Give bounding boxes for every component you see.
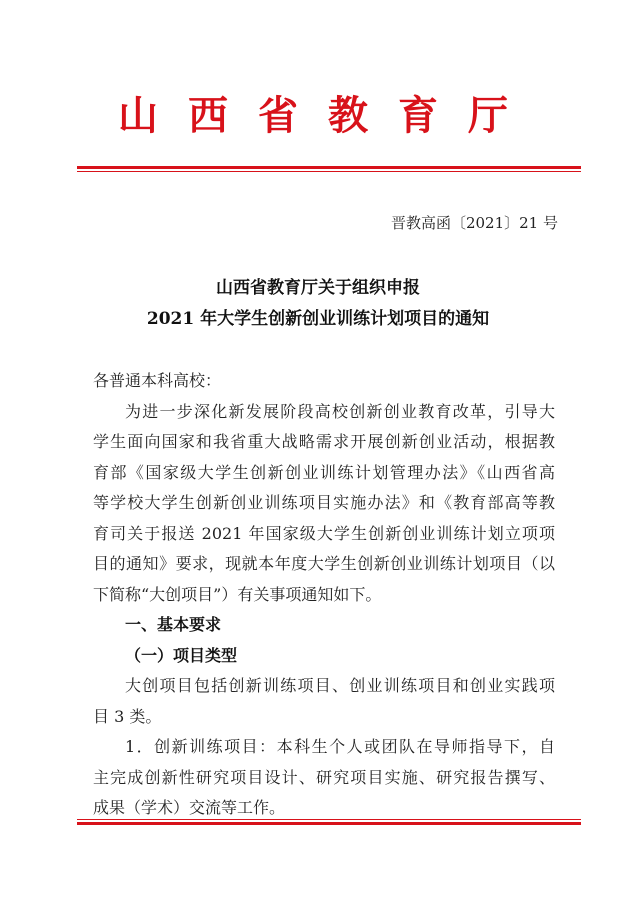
paragraph-2-line: 目 3 类。 (93, 706, 162, 726)
notice-title-line-2: 2021 年大学生创新创业训练计划项目的通知 (146, 309, 490, 329)
paragraph-1-line: 育司关于报送 2021 年国家级大学生创新创业训练计划立项项 (93, 523, 555, 543)
paragraph-3-line: 主完成创新性研究项目设计、研究项目实施、研究报告撰写、 (93, 767, 555, 787)
paragraph-1-line: 育部《国家级大学生创新创业训练计划管理办法》《山西省高 (93, 462, 555, 482)
letterhead-rule-thick (77, 166, 581, 169)
subsection-heading-1: （一）项目类型 (125, 645, 238, 665)
paragraph-2-line: 大创项目包括创新训练项目、创业训练项目和创业实践项 (125, 676, 555, 695)
document-number: 晋教高函〔2021〕21 号 (390, 214, 558, 232)
notice-title-line-1: 山西省教育厅关于组织申报 (216, 278, 420, 298)
section-heading-1: 一、基本要求 (125, 615, 222, 634)
notice-body (93, 366, 555, 824)
paragraph-3-line: 1．创新训练项目：本科生个人或团队在导师指导下，自 (125, 737, 555, 756)
paragraph-1-line: 为进一步深化新发展阶段高校创新创业教育改革，引导大 (125, 401, 555, 421)
paragraph-3-line: 成果（学术）交流等工作。 (93, 798, 286, 817)
paragraph-1-line: 下简称“大创项目”）有关事项通知如下。 (93, 584, 382, 604)
footer-rule-thick (77, 822, 581, 825)
salutation: 各普通本科高校： (93, 371, 222, 390)
letterhead-title: 山西省教育厅 (118, 92, 538, 139)
paragraph-1-line: 目的通知》要求，现就本年度大学生创新创业训练计划项目（以 (93, 554, 555, 573)
paragraph-1-line: 等学校大学生创新创业训练项目实施办法》和《教育部高等教 (93, 493, 555, 512)
letterhead-rule-thin (77, 171, 581, 172)
footer-rule-thin (77, 819, 581, 820)
paragraph-1-line: 学生面向国家和我省重大战略需求开展创新创业活动，根据教 (93, 432, 555, 451)
